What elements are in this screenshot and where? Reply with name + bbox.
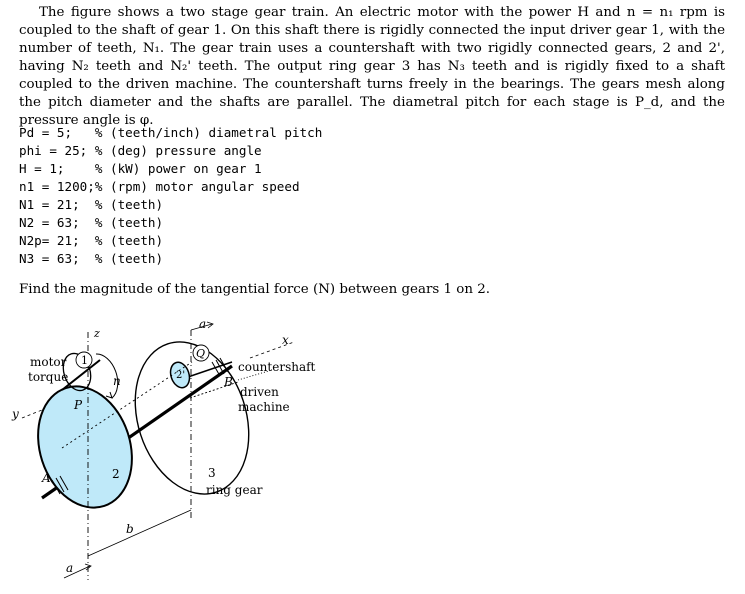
countershaft-label: countershaft	[238, 360, 316, 374]
point-q-label: Q	[196, 347, 206, 360]
code-line: N2p= 21; % (teeth)	[19, 233, 164, 248]
ring-gear-label: ring gear	[206, 483, 263, 497]
problem-statement	[19, 4, 725, 130]
gear3-label: 3	[208, 466, 216, 480]
y-axis-label: y	[12, 407, 19, 421]
gear2p-label: 2'	[176, 370, 186, 381]
gear-2	[23, 374, 147, 520]
x-axis-label: x	[282, 333, 289, 347]
ring-gear-3	[117, 327, 268, 509]
gear2-label: 2	[112, 467, 120, 481]
point-a-label: A	[42, 471, 51, 485]
code-line: phi = 25; % (deg) pressure angle	[19, 143, 262, 158]
code-line: N1 = 21; % (teeth)	[19, 197, 164, 212]
question-text: Find the magnitude of the tangential force (N) between gears 1 on 2.	[19, 282, 490, 297]
dim-b	[88, 510, 191, 556]
speed-label: n	[113, 374, 121, 388]
dim-a-bottom-label: a	[66, 561, 74, 575]
gear-train-figure	[0, 310, 745, 594]
gear1-label: 1	[81, 354, 88, 367]
point-b-label: B	[224, 375, 233, 389]
arrowhead-icon	[106, 392, 112, 398]
point-p-label: P	[74, 398, 83, 412]
motor-label: motor	[30, 355, 67, 369]
z-axis-label: z	[94, 327, 100, 340]
machine-label: machine	[238, 400, 290, 414]
code-line: H = 1; % (kW) power on gear 1	[19, 161, 262, 176]
torque-label: torque	[28, 370, 69, 384]
code-line: N3 = 63; % (teeth)	[19, 251, 164, 266]
dim-b-label: b	[126, 522, 134, 536]
code-line: N2 = 63; % (teeth)	[19, 215, 164, 230]
dim-a-top-label: a	[199, 317, 207, 331]
code-line: n1 = 1200;% (rpm) motor angular speed	[19, 179, 300, 194]
driven-label: driven	[240, 385, 279, 399]
y-axis-line	[22, 410, 42, 418]
matlab-parameters	[19, 124, 322, 268]
problem-paragraph: The figure shows a two stage gear train. An electric motor with the power H and n = n₁ rpm is coupled to the shaft of gear 1. On this shaft there is rigidly connected the input driver gear 1, with the number of teeth, N₁. The gear train uses a countershaft with two rigidly connected gears, 2 and 2', having N₂ teeth and N₂' teeth. The output ring gear 3 has N₃ teeth and is rigidly fixed to a shaft coupled to the driven machine. The countershaft turns freely in the bearings. The gears mesh along the pitch diameter and the shafts are parallel. The diametral pitch for each stage is P_d, and the pressure angle is φ.	[19, 5, 725, 128]
code-line: Pd = 5; % (teeth/inch) diametral pitch	[19, 125, 323, 140]
